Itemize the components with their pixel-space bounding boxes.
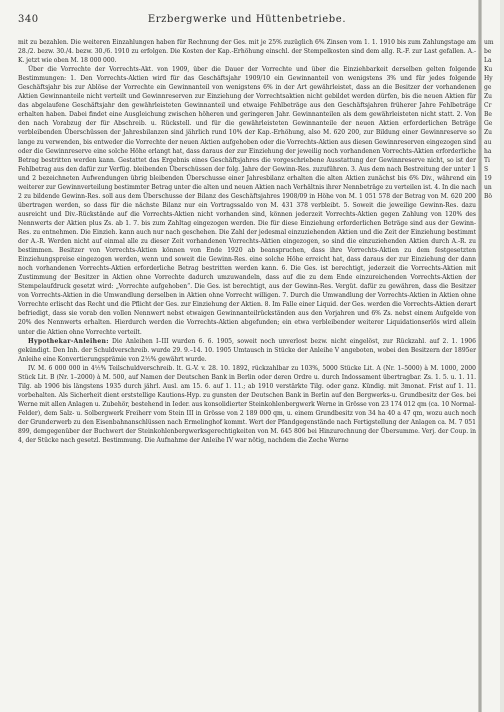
paragraph-preferred-shares: Über die Vorrechte der Vorrechts-Akt. von 1909, über die Dauer der Vorrechte und über die Einziehbarkeit derselben gelten folgende Bestimmungen: 1. Den Vorrechts-Aktien wird für das Geschäftsjahr 1909/10 ein Gewinnanteil von wenigstens 3% und für jedes folgende Geschäftsjahr bis zur Ablöse der Vorrechte ein Gewinnanteil von wenigstens 6% in der Art gewährleistet, dass an die Besitzer der vorhandenen Aktien Gewinnanteile nicht verteilt und Gewinnreserven zur Einziehung der Vorrechtsaktien nicht gebildet werden dürfen, bis die neuen Aktien für das abgelaufene Geschäftsjahr den gewährleisteten Gewinnanteil und etwaige Fehlbeträge aus den Geschäftsjahren früherer Jahre Fehlbeträge erhalten haben. Dabei findet eine Ausgleichung zwischen höheren und geringeren Jahr. Gewinnanteilen als dem gewährleisteten nicht statt. 2. Von den nach Vorabzug der für Abschreib. u. Rückstell. und für die gewährleisteten Gewinnanteile der neuen Aktien erforderlichen Beträge verbleibenden Überschüssen der Jahresbilanzen sind jährlich rund 10% der Kap.-Erhöhung, also M. 620 200, zur Bildung einer Gewinnreserve so lange zu verwenden, bis entweder die Vorrechte der neuen Aktien aufgehoben oder die Vorrechts-Aktien aus diesen Gewinnreserven eingezogen sind oder die Gewinnreserve eine solche Höhe erlangt hat, dass daraus der zur Einziehung der jeweilig noch vorhandenen Vorrechts-Aktien erforderliche Betrag bestritten werden kann. Gestattet das Ergebnis eines Geschäftsjahres die vorgeschriebene Ausstattung der Gewinnreserve nicht, so ist der Fehlbetrag aus den dafür zur Verfüg. bleibenden Überschüssen der folg. Jahre der Gewinn-Res. zuzuführen. 3. Aus dem nach Bestreitung der unter 1 und 2 bezeichneten Aufwendungen übrig bleibenden Überschusse einer Jahresbilanz erhalten die alten Aktien zunächst bis 6% Div., während ein weiterer zur Gewinnverteilung bestimmter Betrag unter die alten und neuen Aktien nach Verhältnis ihrer Nennbeträge zu verteilen ist. 4. In die nach 2 zu bildende Gewinn-Res. soll aus dem Überschusse der Bilanz des Geschäftsjahres 1908/09 in Höhe von M. 1 051 578 der Betrag von M. 620 200 übertragen werden, so dass für die nächste Bilanz nur ein Vortragssaldo von M. 431 378 verbleibt. 5. Soweit die jeweilige Gewinn-Res. dazu ausreicht und Div.-Rückstände auf die Vorrechts-Aktien nicht vorhanden sind, können jederzeit Vorrechts-Aktien gegen Zahlung von 120% des Nennwerts der Aktien plus Zs. ab 1. 7. bis zum Zahltag eingezogen werden. Die für diese Einziehung erforderlichen Beträge sind aus der Gewinn-Res. zu entnehmen. Die Einzieh. kann auch nur nach geschehen. Die Zahl der jedesmal einzuziehenden Aktien und die Zeit der Einziehung bestimmt der A.-R. Werden nicht auf einmal alle zu dieser Zeit vorhandenen Vorrechts-Aktien eingezogen, so sind die einzuziehenden Aktien durch A.-R. zu bestimmen. Besitzer von Vorrechts-Aktien können von Ende 1920 ab beanspruchen, dass ihre Vorrechts-Aktien zu dem festgesetzten Einziehungspreise eingezogen werden, wenn und soweit die Gewinn-Res. eine solche Höhe erreicht hat, dass daraus der zur Einziehung der dann noch vorhandenen Vorrechts-Aktien erforderliche Betrag bestritten werden kann. 6. Die Ges. ist berechtigt, jederzeit die Vorrechts-Aktien mit Zustimmung der Besitzer in Aktien ohne Vorrechte dadurch umzuwandeln, dass auf die zu dem Ende einzureichenden Vorrechts-Aktien der Stempelaufdruck gesetzt wird: „Vorrechte aufgehoben“. Die Ges. ist berechtigt, aus der Gewinn-Res. Vergüt. dafür zu gewähren, dass die Besitzer von Vorrechts-Aktien in die Umwandlung derselben in Aktien ohne Vorrecht willigen. 7. Durch die Umwandlung der Vorrechts-Aktien in Aktien ohne Vorrechte erlischt das Recht und die Pflicht der Ges. zur Einziehung der Aktien. 8. Im Falle einer Liquid. der Ges. werden die Vorrechts-Aktien derart befriedigt, dass sie vorab den vollen Nennwert nebst etwaigen Gewinnanteilrückständen aus den Vorjahren und 6% Zs. nebst einem Aufgelde von 20% des Nennwerts erhalten. Hierdurch werden die Vorrechts-Aktien abgefunden; ein etwa verbleibender weiterer Liquidationserlös wird allein unter die Aktien ohne Vorrechte verteilt. xyxy=(18,66,476,336)
paragraph-mortgage-loans xyxy=(18,337,476,364)
fragment-line: Zu xyxy=(484,93,493,101)
fragment-line: um xyxy=(484,39,494,46)
fragment-line: ge xyxy=(484,84,492,92)
fragment-line: Zu xyxy=(484,129,493,137)
fragment-line: Bö xyxy=(484,192,493,200)
page-number: 340 xyxy=(18,14,39,25)
page-edge xyxy=(500,0,504,712)
fragment-line: La xyxy=(484,57,492,65)
fragment-line: Be xyxy=(484,111,492,119)
fragment-line: Hy xyxy=(484,75,493,83)
page-header xyxy=(18,14,476,28)
section-heading-mortgage-loans: Hypothekar-Anleihen: xyxy=(28,337,109,345)
mortgage-loans-text: Die Anleihen I–III wurden 6. 6. 1905, soweit noch unverlost bezw. nicht eingelöst, zur Rückzahl. auf 2. 1. 1906 gekündigt. Den Inh. der Schuldverschreib. wurde 29. 9.–14. 10. 1905 Umtausch in Stücke der Anleihe V angeboten, wobei den Besitzern der 1895er Anleihe eine Konvertierungsprämie von 2½% gewährt wurde. xyxy=(18,337,476,363)
fragment-line: ha xyxy=(484,147,492,155)
fragment-line: S xyxy=(484,165,489,173)
paragraph-loan-iv: IV. M. 6 000 000 in 4½% Teilschuldverschreib. lt. G.-V. v. 28. 10. 1892, rückzahlbar zu 103%, 5000 Stücke Lit. A (Nr. 1–5000) à M. 1000, 2000 Stück Lit. B (Nr. 1–2000) à M. 500, auf Namen der Deutschen Bank in Berlin oder deren Ordre u. durch Indossament übertragbar. Zs. 1. 5. u. 1. 11. Tilg. ab 1906 bis längstens 1935 durch jährl. Ausl. am 15. 6. auf 1. 11.; ab 1910 verstärkte Tilg. oder ganz. Kündig. mit 3monat. Frist auf 1. 11. vorbehalten. Als Sicherheit dient erststellige Kautions-Hyp. zu gunsten der Deutschen Bank in Berlin auf den Bergwerks-u. Grundbesitz der Ges. bei Werne mit allen Anlagen u. Zubehör, bestehend in Ieder. aus konsolidierter Steinkohlenbergwerk Werne in Grösse von 23 174 012 qm (ca. 10 Normal-Felder), dem Salz- u. Solbergwerk Freiherr vom Stein III in Grösse von 2 189 000 qm, u. einem Grundbesitz von 34 ha 40 a 47 qm, wozu auch noch der Grunderwerb zu den Eisenbahnanschlüssen nach Ermelinghof kommt. Wert der Pfandgegenstände nach Fertigstellung der Anlagen ca. M. 7 051 899, demgegenüber der Buchwert der Steinkohlenbergwerksgerechtigkeiten von M. 645 806 bei Hinzurechnung der Übersumme. Verj. der Coup. in 4, der Stücke nach gesetzl. Bestimmung. Die Aufnahme der Anleihe IV war nötig, nachdem die Zeche Werne xyxy=(18,364,476,445)
running-title: Erzbergwerke und Hüttenbetriebe. xyxy=(147,14,347,25)
fragment-line: Ti xyxy=(484,156,490,164)
fragment-line: 19 xyxy=(484,174,492,182)
body-text xyxy=(18,38,476,445)
paragraph-capital-increase: mit zu bezahlen. Die weiteren Einzahlungen haben für Rechnung der Ges. mit je 25% zuzüglich 6% Zinsen vom 1. 1. 1910 bis zum Zahlungstage am 28./2. bezw. 30./4. bezw. 30./6. 1910 zu erfolgen. Die Kosten der Kap.-Erhöhung einschl. der Stempelkosten sind dem allg. R.-F. zur Last gefallen. A.-K. jetzt wie oben M. 18 000 000. xyxy=(18,39,476,65)
fragment-line: au xyxy=(484,138,492,146)
fragment-line: Cr xyxy=(484,102,492,110)
fragment-line: be xyxy=(484,48,492,56)
fragment-line: Ku xyxy=(484,66,493,74)
fragment-line: un xyxy=(484,183,492,191)
fragment-line: Ge xyxy=(484,120,493,128)
page-gutter xyxy=(478,0,482,712)
